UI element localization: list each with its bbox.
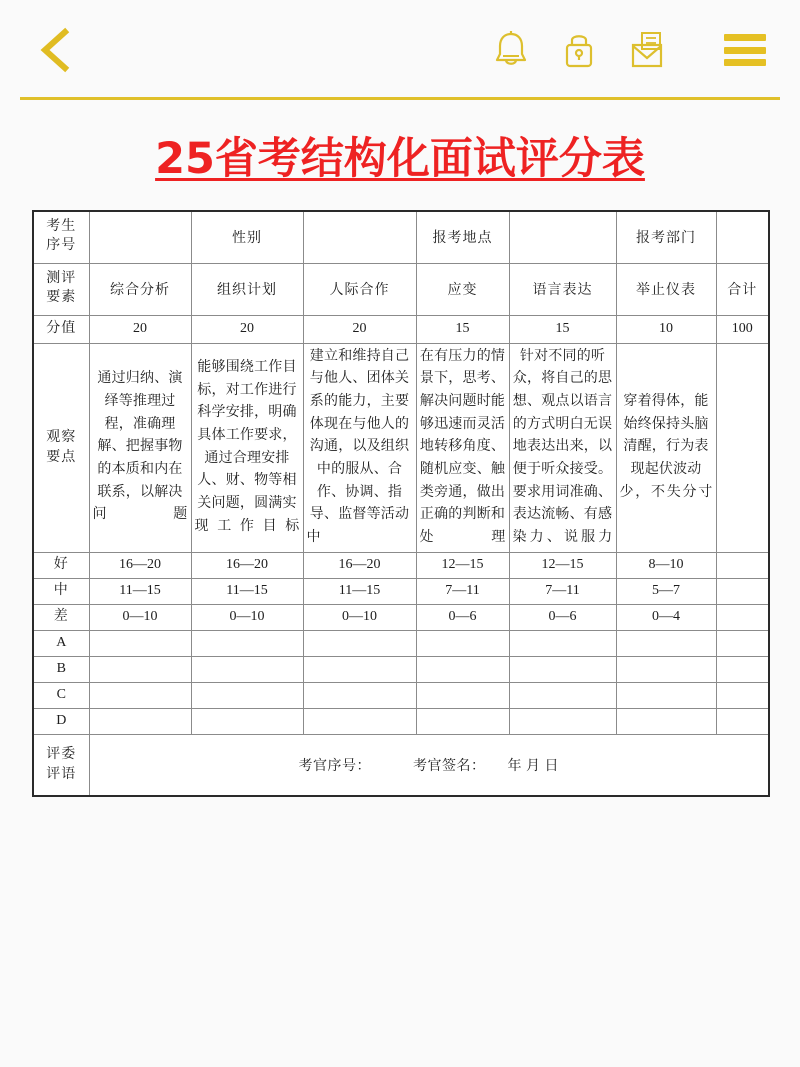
range-poor-total xyxy=(716,604,769,630)
cell-candidate-no-value[interactable] xyxy=(89,211,191,263)
table-row-comment xyxy=(33,734,769,796)
cell-c-total[interactable] xyxy=(716,682,769,708)
range-mid-1: 11—15 xyxy=(191,578,303,604)
range-mid-5: 5—7 xyxy=(616,578,716,604)
page-title-wrap xyxy=(0,100,800,210)
cell-d-0[interactable] xyxy=(89,708,191,734)
observation-2: 建立和维持自己与他人、团体关系的能力，主要体现在与他人的沟通，以及组织中的服从、合作、协调、指导、监督等活动中 xyxy=(303,343,416,552)
hamburger-bar xyxy=(724,47,766,54)
element-header-5: 举止仪表 xyxy=(616,263,716,315)
table-row-c xyxy=(33,682,769,708)
cell-exam-place-value[interactable] xyxy=(509,211,616,263)
range-poor-0: 0—10 xyxy=(89,604,191,630)
back-chevron-icon[interactable] xyxy=(38,27,72,73)
examiner-sign-label: 考官签名： xyxy=(413,758,486,774)
lock-icon[interactable] xyxy=(560,29,598,71)
hamburger-bar xyxy=(724,34,766,41)
cell-a-3[interactable] xyxy=(416,630,509,656)
cell-b-1[interactable] xyxy=(191,656,303,682)
element-header-3: 应变 xyxy=(416,263,509,315)
cell-d-2[interactable] xyxy=(303,708,416,734)
table-row-good xyxy=(33,552,769,578)
interview-score-table xyxy=(32,210,770,797)
cell-a-1[interactable] xyxy=(191,630,303,656)
cell-a-2[interactable] xyxy=(303,630,416,656)
range-good-2: 16—20 xyxy=(303,552,416,578)
range-mid-4: 7—11 xyxy=(509,578,616,604)
row-label-d: D xyxy=(33,708,89,734)
element-header-total: 合计 xyxy=(716,263,769,315)
table-row-poor xyxy=(33,604,769,630)
table-row-a xyxy=(33,630,769,656)
points-0: 20 xyxy=(89,315,191,343)
cell-c-3[interactable] xyxy=(416,682,509,708)
element-header-0: 综合分析 xyxy=(89,263,191,315)
range-mid-2: 11—15 xyxy=(303,578,416,604)
observation-1: 能够围绕工作目标，对工作进行科学安排，明确具体工作要求，通过合理安排人、财、物等相关问题，圆满实现工作目标 xyxy=(191,343,303,552)
observation-5: 穿着得体，能始终保持头脑清醒，行为表现起伏波动少，不失分寸 xyxy=(616,343,716,552)
row-label-elements: 测评 要素 xyxy=(33,263,89,315)
element-header-1: 组织计划 xyxy=(191,263,303,315)
cell-a-0[interactable] xyxy=(89,630,191,656)
app-bar-icon-group xyxy=(492,29,666,71)
row-label-observation: 观察 要点 xyxy=(33,343,89,552)
points-4: 15 xyxy=(509,315,616,343)
range-poor-1: 0—10 xyxy=(191,604,303,630)
table-row-candidate-info xyxy=(33,211,769,263)
cell-a-5[interactable] xyxy=(616,630,716,656)
app-bar-divider xyxy=(20,97,780,100)
cell-c-5[interactable] xyxy=(616,682,716,708)
cell-d-5[interactable] xyxy=(616,708,716,734)
range-good-1: 16—20 xyxy=(191,552,303,578)
table-row-points xyxy=(33,315,769,343)
cell-d-total[interactable] xyxy=(716,708,769,734)
range-good-total xyxy=(716,552,769,578)
range-good-4: 12—15 xyxy=(509,552,616,578)
cell-exam-dept-value[interactable] xyxy=(716,211,769,263)
table-row-d xyxy=(33,708,769,734)
app-bar xyxy=(0,0,800,100)
range-poor-3: 0—6 xyxy=(416,604,509,630)
row-label-b: B xyxy=(33,656,89,682)
cell-b-5[interactable] xyxy=(616,656,716,682)
bell-icon[interactable] xyxy=(492,29,530,71)
label-exam-dept: 报考部门 xyxy=(616,211,716,263)
cell-d-3[interactable] xyxy=(416,708,509,734)
row-label-mid: 中 xyxy=(33,578,89,604)
envelope-icon[interactable] xyxy=(628,29,666,71)
range-poor-5: 0—4 xyxy=(616,604,716,630)
points-1: 20 xyxy=(191,315,303,343)
label-gender: 性别 xyxy=(191,211,303,263)
cell-b-3[interactable] xyxy=(416,656,509,682)
cell-c-0[interactable] xyxy=(89,682,191,708)
row-label-a: A xyxy=(33,630,89,656)
range-poor-2: 0—10 xyxy=(303,604,416,630)
observation-total xyxy=(716,343,769,552)
table-row-elements xyxy=(33,263,769,315)
row-label-points: 分值 xyxy=(33,315,89,343)
cell-c-4[interactable] xyxy=(509,682,616,708)
observation-3: 在有压力的情景下，思考、解决问题时能够迅速而灵活地转移角度、随机应变、触类旁通，做出正确的判断和处理 xyxy=(416,343,509,552)
cell-a-total[interactable] xyxy=(716,630,769,656)
range-poor-4: 0—6 xyxy=(509,604,616,630)
cell-a-4[interactable] xyxy=(509,630,616,656)
row-label-comment: 评委 评语 xyxy=(33,734,89,796)
cell-d-1[interactable] xyxy=(191,708,303,734)
examiner-no-label: 考官序号： xyxy=(298,758,371,774)
row-label-poor: 差 xyxy=(33,604,89,630)
cell-d-4[interactable] xyxy=(509,708,616,734)
range-good-5: 8—10 xyxy=(616,552,716,578)
points-3: 15 xyxy=(416,315,509,343)
element-header-4: 语言表达 xyxy=(509,263,616,315)
cell-b-total[interactable] xyxy=(716,656,769,682)
page-title: 25省考结构化面试评分表 xyxy=(155,133,645,184)
cell-c-2[interactable] xyxy=(303,682,416,708)
range-good-0: 16—20 xyxy=(89,552,191,578)
label-exam-place: 报考地点 xyxy=(416,211,509,263)
range-mid-3: 7—11 xyxy=(416,578,509,604)
points-total: 100 xyxy=(716,315,769,343)
table-row-b xyxy=(33,656,769,682)
cell-b-2[interactable] xyxy=(303,656,416,682)
row-label-c: C xyxy=(33,682,89,708)
cell-c-1[interactable] xyxy=(191,682,303,708)
date-label: 年 月 日 xyxy=(507,758,559,774)
range-mid-0: 11—15 xyxy=(89,578,191,604)
score-table-area xyxy=(0,210,800,797)
observation-0: 通过归纳、演绎等推理过程，准确理解、把握事物的本质和内在联系，以解决问题 xyxy=(89,343,191,552)
hamburger-menu-icon[interactable] xyxy=(724,34,766,66)
cell-b-4[interactable] xyxy=(509,656,616,682)
points-2: 20 xyxy=(303,315,416,343)
row-label-candidate-no: 考生 序号 xyxy=(33,211,89,263)
points-5: 10 xyxy=(616,315,716,343)
element-header-2: 人际合作 xyxy=(303,263,416,315)
row-label-good: 好 xyxy=(33,552,89,578)
table-row-observation xyxy=(33,343,769,552)
range-mid-total xyxy=(716,578,769,604)
table-row-mid xyxy=(33,578,769,604)
hamburger-bar xyxy=(724,59,766,66)
range-good-3: 12—15 xyxy=(416,552,509,578)
cell-gender-value[interactable] xyxy=(303,211,416,263)
observation-4: 针对不同的听众，将自己的思想、观点以语言的方式明白无误地表达出来，以便于听众接受。要求用词准确、表达流畅、有感染力、说服力 xyxy=(509,343,616,552)
cell-b-0[interactable] xyxy=(89,656,191,682)
comment-input-area[interactable] xyxy=(89,734,769,796)
